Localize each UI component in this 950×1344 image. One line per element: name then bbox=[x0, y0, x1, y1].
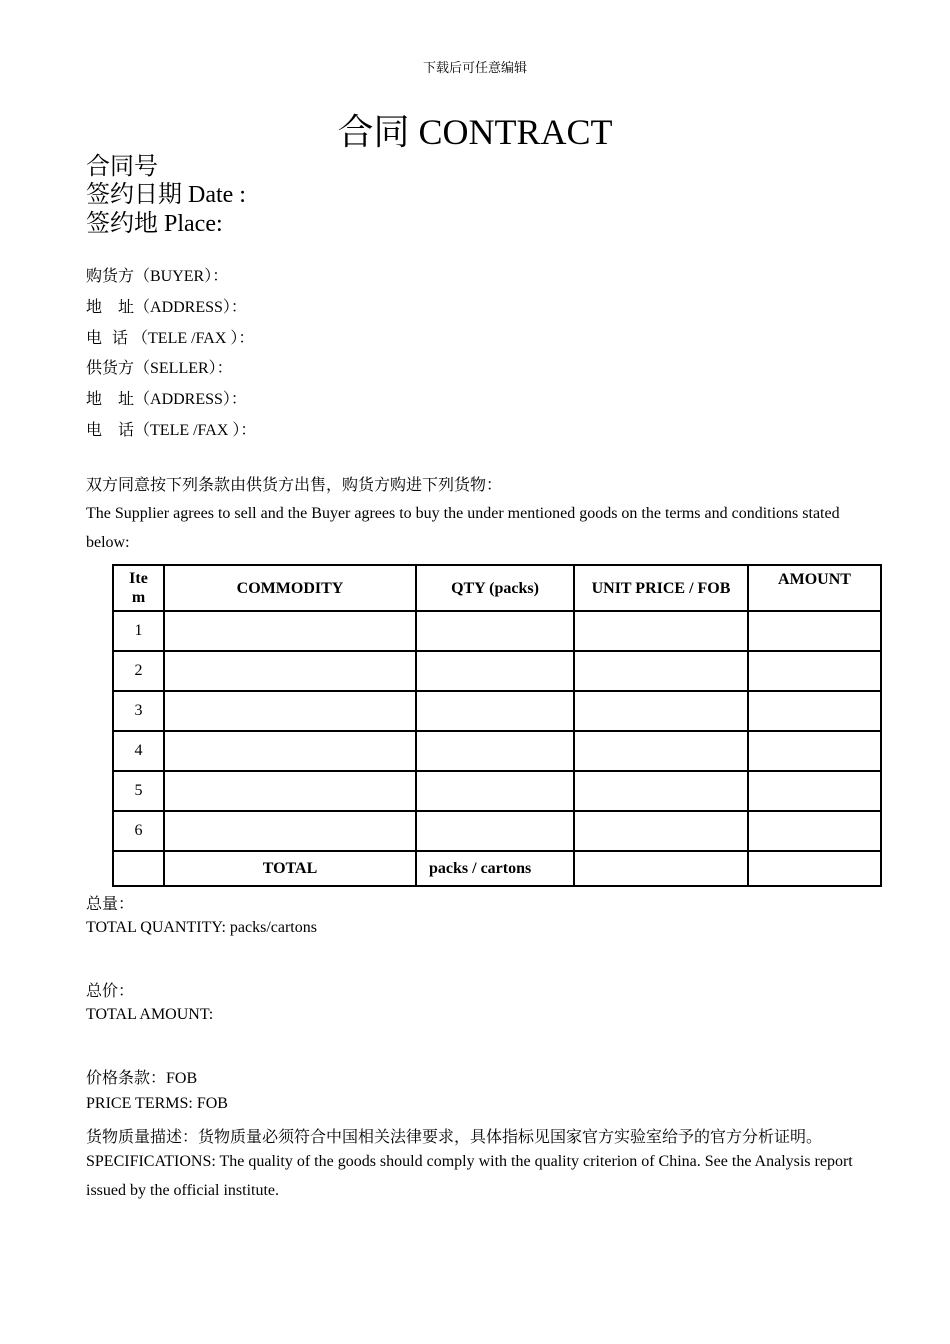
header-note: 下载后可任意编辑 bbox=[422, 60, 527, 75]
commodity-cell[interactable] bbox=[164, 651, 416, 691]
commodity-cell[interactable] bbox=[164, 771, 416, 811]
total-unit-price-cell[interactable] bbox=[574, 851, 748, 886]
amount-cell[interactable] bbox=[748, 691, 881, 731]
goods-table bbox=[112, 564, 882, 887]
item-number: 4 bbox=[113, 731, 164, 771]
buyer-address-label bbox=[86, 294, 247, 317]
item-number: 3 bbox=[113, 691, 164, 731]
header-commodity: COMMODITY bbox=[164, 565, 416, 611]
header-qty: QTY (packs) bbox=[416, 565, 574, 611]
table-row bbox=[113, 731, 881, 771]
commodity-cell[interactable] bbox=[164, 811, 416, 851]
amount-cell[interactable] bbox=[748, 731, 881, 771]
commodity-cell[interactable] bbox=[164, 691, 416, 731]
contract-number-label: 合同号 bbox=[86, 154, 158, 180]
commodity-cell[interactable] bbox=[164, 611, 416, 651]
qty-cell[interactable] bbox=[416, 611, 574, 651]
unit-price-cell[interactable] bbox=[574, 811, 748, 851]
item-number: 1 bbox=[113, 611, 164, 651]
unit-price-cell[interactable] bbox=[574, 771, 748, 811]
item-number: 2 bbox=[113, 651, 164, 691]
amount-cell[interactable] bbox=[748, 771, 881, 811]
contract-title: 合同 CONTRACT bbox=[337, 112, 613, 152]
seller-tel-char: 电 bbox=[86, 422, 103, 439]
table-row bbox=[113, 811, 881, 851]
total-item-cell bbox=[113, 851, 164, 886]
amount-cell[interactable] bbox=[748, 651, 881, 691]
seller-label: 供货方（SELLER）： bbox=[86, 360, 233, 377]
table-row bbox=[113, 611, 881, 651]
seller-address-label bbox=[86, 386, 247, 409]
seller-tel-label bbox=[86, 417, 256, 440]
unit-price-cell[interactable] bbox=[574, 611, 748, 651]
buyer-address-rest: 址（ADDRESS）： bbox=[118, 299, 247, 316]
total-quantity-cn: 总量： bbox=[86, 896, 135, 913]
table-row bbox=[113, 691, 881, 731]
total-qty-cell: packs / cartons bbox=[416, 851, 574, 886]
buyer-label: 购货方（BUYER）： bbox=[86, 268, 229, 285]
header-item: Ite m bbox=[113, 565, 164, 611]
table-row bbox=[113, 771, 881, 811]
buyer-tel-rest: 话 （TELE /FAX ）： bbox=[112, 330, 255, 347]
total-quantity-en: TOTAL QUANTITY: packs/cartons bbox=[86, 919, 317, 936]
seller-address-char: 地 bbox=[86, 391, 103, 408]
item-number: 5 bbox=[113, 771, 164, 811]
total-amount-en: TOTAL AMOUNT: bbox=[86, 1006, 214, 1023]
table-total-row bbox=[113, 851, 881, 886]
specifications-cn: 货物质量描述：货物质量必须符合中国相关法律要求，具体指标见国家官方实验室给予的官方分析证明。 bbox=[86, 1129, 823, 1146]
unit-price-cell[interactable] bbox=[574, 691, 748, 731]
unit-price-cell[interactable] bbox=[574, 731, 748, 771]
qty-cell[interactable] bbox=[416, 771, 574, 811]
amount-cell[interactable] bbox=[748, 811, 881, 851]
agreement-cn: 双方同意按下列条款由供货方出售，购货方购进下列货物： bbox=[86, 477, 503, 494]
total-amount-cell[interactable] bbox=[748, 851, 881, 886]
buyer-tel-char: 电 bbox=[86, 330, 103, 347]
price-terms-en: PRICE TERMS: FOB bbox=[86, 1095, 228, 1112]
unit-price-cell[interactable] bbox=[574, 651, 748, 691]
amount-cell[interactable] bbox=[748, 611, 881, 651]
total-amount-cn: 总价： bbox=[86, 983, 135, 1000]
item-number: 6 bbox=[113, 811, 164, 851]
specifications-en: SPECIFICATIONS: The quality of the goods should comply with the quality criterion of China. See the Analysis report issued by the official institute. bbox=[86, 1153, 853, 1199]
seller-address-rest: 址（ADDRESS）： bbox=[118, 391, 247, 408]
table-row bbox=[113, 651, 881, 691]
signing-place-label: 签约地 Place: bbox=[86, 211, 223, 237]
header-unit-price: UNIT PRICE / FOB bbox=[574, 565, 748, 611]
total-label: TOTAL bbox=[164, 851, 416, 886]
buyer-tel-label bbox=[86, 325, 254, 348]
qty-cell[interactable] bbox=[416, 811, 574, 851]
commodity-cell[interactable] bbox=[164, 731, 416, 771]
buyer-address-char: 地 bbox=[86, 299, 103, 316]
table-header-row bbox=[113, 565, 881, 611]
seller-tel-rest: 话（TELE /FAX ）： bbox=[118, 422, 257, 439]
qty-cell[interactable] bbox=[416, 691, 574, 731]
price-terms-cn: 价格条款：FOB bbox=[86, 1070, 198, 1087]
agreement-en: The Supplier agrees to sell and the Buyer agrees to buy the under mentioned goods on the terms and conditions stated below: bbox=[86, 505, 840, 551]
header-amount: AMOUNT bbox=[748, 565, 881, 611]
qty-cell[interactable] bbox=[416, 651, 574, 691]
signing-date-label: 签约日期 Date : bbox=[86, 182, 246, 208]
qty-cell[interactable] bbox=[416, 731, 574, 771]
